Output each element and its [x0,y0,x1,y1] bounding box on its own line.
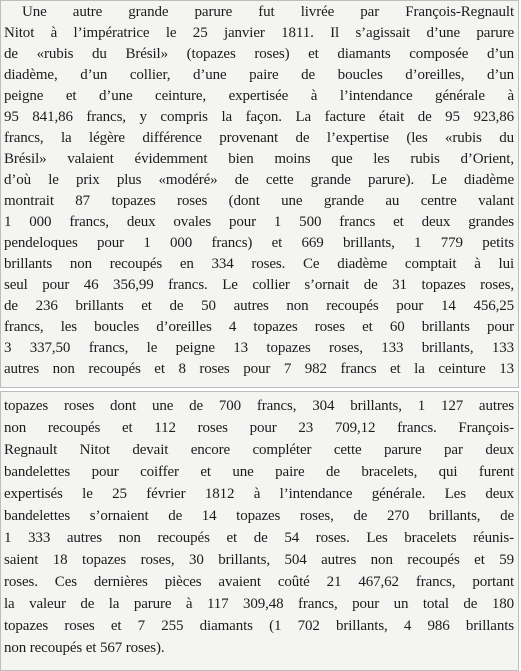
text-line: Regnault Nitot devait encore compléter cette parure par deux [4,442,514,458]
text-line: 1 000 francs, deux ovales pour 1 500 francs et deux grandes [4,214,514,230]
scanned-page-excerpt-bottom [0,391,519,671]
text-line: 1 333 autres non recoupés et de 54 roses. Les bracelets réunis- [4,530,514,546]
text-line: 95 841,86 francs, y compris la façon. La facture était de 95 923,86 [4,109,514,125]
text-line: topazes roses et 7 255 diamants (1 702 brillants, 4 986 brillants [4,618,514,634]
text-line: francs, les boucles d’oreilles 4 topazes roses et 60 brillants pour [4,319,514,335]
text-line: la valeur de la parure à 117 309,48 francs, pour un total de 180 [4,596,514,612]
text-line: non recoupés et 567 roses). [4,640,165,656]
text-line: de 236 brillants et de 50 autres non recoupés pour 14 456,25 [4,298,514,314]
text-line: bandelettes pour coiffer et une paire de bracelets, qui furent [4,464,514,480]
text-line: Nitot à l’impératrice le 25 janvier 1811. Il s’agissait d’une parure [4,25,514,41]
text-line: pendeloques pour 1 000 francs) et 669 brillants, 1 779 petits [4,235,514,251]
text-line: topazes roses dont une de 700 francs, 304 brillants, 1 127 autres [4,398,514,414]
text-line: expertisés le 25 février 1812 à l’intendance générale. Les deux [4,486,514,502]
text-line: peigne et d’une ceinture, expertisée à l’intendance générale à [4,88,514,104]
text-line: montrait 87 topazes roses (dont une grande au centre valant [4,193,514,209]
text-line: seul pour 46 356,99 francs. Le collier s’ornait de 31 topazes roses, [4,277,514,293]
text-line: d’où le prix plus «modéré» de cette grande parure). Le diadème [4,172,514,188]
text-line: de «rubis du Brésil» (topazes roses) et diamants composée d’un [4,46,514,62]
text-line: saient 18 topazes roses, 30 brillants, 504 autres non recoupés et 59 [4,552,514,568]
text-line: bandelettes s’ornaient de 14 topazes roses, de 270 brillants, de [4,508,514,524]
text-line: 3 337,50 francs, le peigne 13 topazes roses, 133 brillants, 133 [4,340,514,356]
text-line: brillants non recoupés en 334 roses. Ce diadème comptait à lui [4,256,514,272]
text-line: francs, la légère différence provenant de l’expertise (les «rubis du [4,130,514,146]
text-line: diadème, d’un collier, d’une paire de boucles d’oreilles, d’un [4,67,514,83]
text-line: Une autre grande parure fut livrée par François-Regnault [22,4,514,20]
text-line: roses. Ces dernières pièces avaient coûté 21 467,62 francs, portant [4,574,514,590]
text-line: autres non recoupés et 8 roses pour 7 982 francs et la ceinture 13 [4,361,514,377]
text-line: non recoupés et 112 roses pour 23 709,12 francs. François- [4,420,514,436]
text-line: Brésil» valaient évidemment bien moins que les rubis d’Orient, [4,151,514,167]
